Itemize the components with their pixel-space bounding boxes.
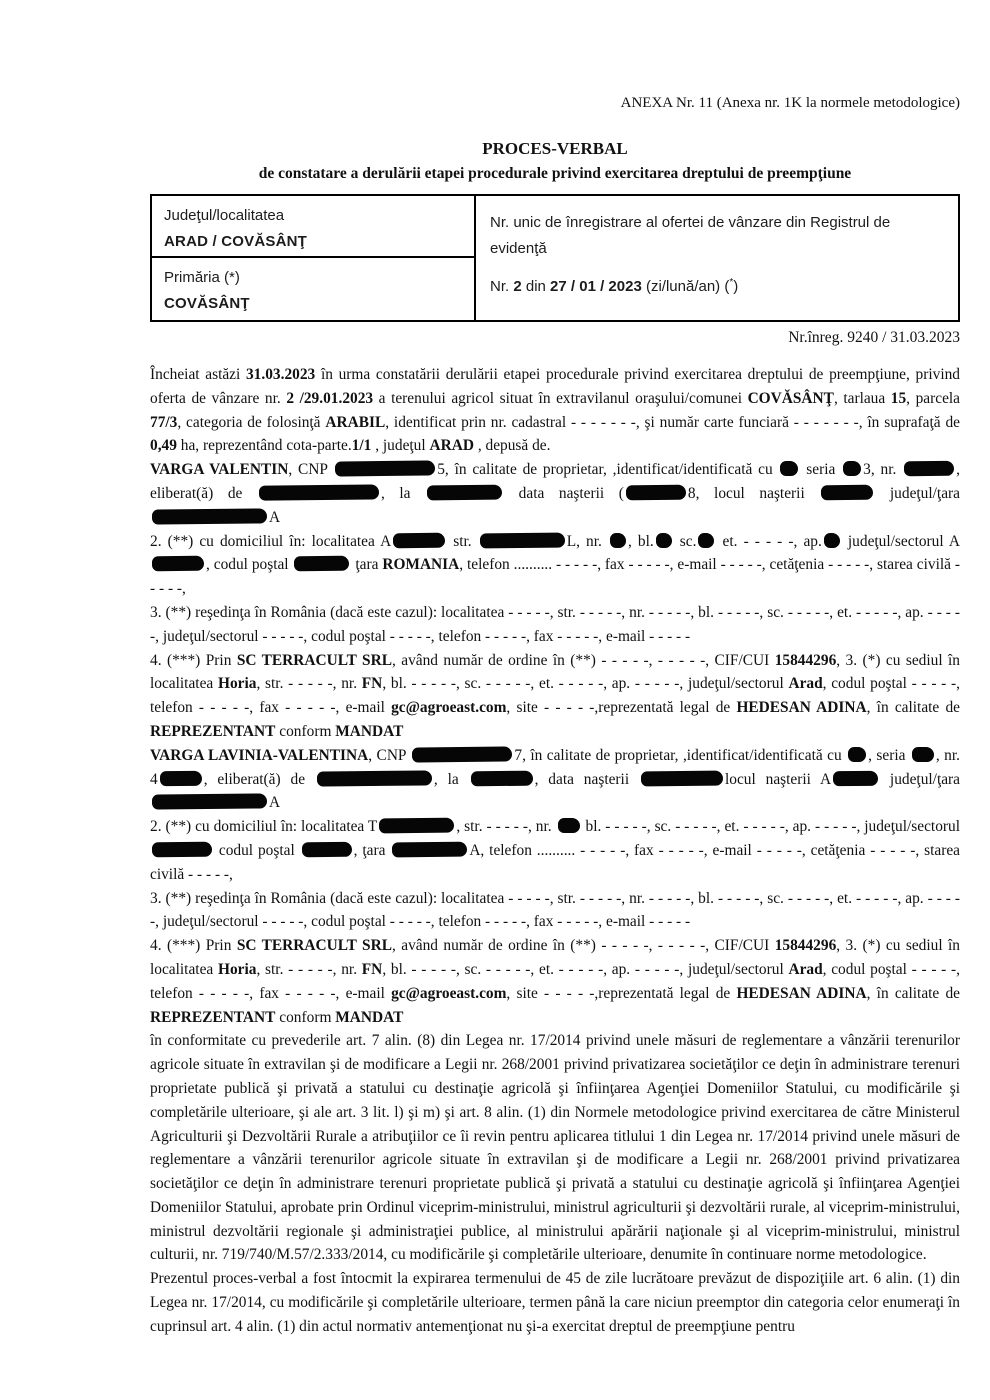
text-bold: MANDAT: [335, 1008, 404, 1026]
text-bold: REPREZENTANT: [150, 1008, 276, 1026]
text-run: sc.: [673, 532, 697, 550]
text-run: judeţul/ţara: [880, 770, 961, 788]
text-bold: HEDESAN ADINA: [736, 699, 867, 717]
redaction-bar: [412, 746, 512, 762]
redaction-bar: [471, 770, 533, 786]
text-run: , CNP: [288, 461, 334, 479]
redaction-bar: [843, 461, 861, 476]
paragraph-legal-basis: [150, 1029, 960, 1267]
text-run: , 3. (*) cu sediul în localitatea: [150, 651, 960, 693]
text-run: ha, reprezentând cota-parte.: [176, 437, 352, 455]
text-run: , eliberat(ă) de: [203, 770, 315, 788]
text-run: , având număr de ordine în (**) - - - - -, - - - - -, CIF/CUI: [391, 937, 775, 955]
text-run: L, nr.: [566, 532, 608, 550]
redaction-bar: [480, 532, 565, 548]
paragraph-domiciliu-1: [150, 530, 960, 601]
text-bold: Arad: [788, 960, 823, 978]
text-bold: 0,49: [150, 437, 177, 455]
text-run: seria: [800, 461, 842, 479]
text-run: , la: [380, 484, 426, 502]
text-bold: 1/1: [351, 437, 372, 455]
document-title: PROCES-VERBAL: [482, 139, 628, 158]
redaction-bar: [335, 461, 435, 477]
text-run: 3. (**) reşedinţa în România (dacă este cazul): localitatea - - - - -, str. - - - - -, nr. - - - - -, bl. - - - - -, sc. - - - - -, et. - - - - -, ap. - - - - -, judeţul/sectorul - - - - -, codul poştal - - - - -, telefon - - - - -, fax - - - - -, e-mail - - - - -: [150, 889, 960, 931]
text-run: 8, locul naşterii: [687, 484, 820, 502]
text-run: ): [733, 278, 739, 295]
text-bold: 15: [890, 389, 907, 407]
text-run: , la: [433, 770, 469, 788]
text-run: , data naşterii: [534, 770, 639, 788]
text-run: în conformitate cu prevederile art. 7 alin. (8) din Legea nr. 17/2014 privind unele măsuri de reglementare a vânzării terenurilor agricole situate în extravilan şi de modificare a Legii nr. 268/2001 privind privatizarea societăţilor ce deţin în administrare terenuri proprietate publică şi privată a statului cu destinaţie agricolă şi înfiinţarea Agenţiei Domeniilor Statului, cu modificările şi completările ulterioare, şi ale art. 3 lit. l) şi m) şi art. 8 alin. (1) din Normele metodologice privind exercitarea de către Ministerul Agriculturii şi Dezvoltării Rurale a atribuţiilor ce îi revin pentru aplicarea titlului 1 din Legea nr. 17/2014 privind unele măsuri de reglementare a vânzării terenurilor agricole situate în extravilan şi de modificare a Legii nr. 268/2001 privind privatizarea societăţilor ce deţin în administrare terenuri proprietate publică şi privată a statului cu destinaţie agricolă şi înfiinţarea Agenţiei Domeniilor Statului, aprobate prin Ordinul viceprim-ministrului, ministrul agriculturii şi dezvoltării rurale, al viceprim-ministrului, ministrul dezvoltării regionale şi administraţiei publice, al ministrului apărării naţionale şi al viceprim-ministrului, ministrul culturii, nr. 719/740/M.57/2.333/2014, cu modificările şi completările ulterioare, denumite în continuare norme metodologice.: [150, 1032, 960, 1264]
cell-registration-number: [474, 196, 958, 320]
text-bold: 15844296: [774, 937, 837, 955]
text-run: , bl. - - - - -, sc. - - - - -, et. - - - - -, ap. - - - - -, judeţul/sectorul: [382, 675, 789, 693]
text-run: , str. - - - - -, nr.: [456, 818, 556, 836]
text-run: , categoria de folosinţă: [177, 413, 326, 431]
text-bold: 31.03.2023: [245, 366, 316, 383]
text-run: str.: [447, 532, 478, 550]
document-body: [150, 363, 960, 1339]
redaction-bar: [780, 461, 798, 476]
redaction-bar: [160, 770, 202, 785]
redaction-bar: [557, 818, 579, 833]
redaction-bar: [833, 770, 878, 785]
text-run: 2. (**) cu domiciliul în: localitatea T: [150, 818, 378, 836]
text-run: , seria: [868, 746, 910, 764]
text-bold: 77/3: [150, 413, 178, 431]
text-bold: Horia: [217, 675, 257, 693]
text-run: , site - - - - -,reprezentată legal de: [506, 984, 737, 1002]
text-run: , parcela: [906, 389, 961, 407]
text-run: 3. (**) reşedinţa în România (dacă este cazul): localitatea - - - - -, str. - - - - -, nr. - - - - -, bl. - - - - -, sc. - - - - -, et. - - - - -, ap. - - - - -, judeţul/sectorul - - - - -, codul poştal - - - - -, telefon - - - - -, fax - - - - -, e-mail - - - - -: [150, 603, 960, 645]
text-run: , str. - - - - -, nr.: [256, 960, 362, 978]
document-subtitle: de constatare a derulării etapei procedurale privind exercitarea dreptului de preempţiune: [258, 165, 852, 182]
text-bold: 2 /29.01.2023: [286, 389, 374, 407]
redaction-bar: [152, 556, 204, 572]
text-run: bl. - - - - -, sc. - - - - -, et. - - - - -, ap. - - - - -, judeţul/sectorul: [581, 818, 960, 836]
text-bold: COVĂSÂNŢ: [747, 389, 834, 407]
text-bold: SC TERRACULT SRL: [236, 651, 392, 669]
paragraph-seller-2: [150, 744, 960, 815]
text-bold: REPREZENTANT: [150, 722, 276, 740]
text-run: , bl. - - - - -, sc. - - - - -, et. - - - - -, ap. - - - - -, judeţul/sectorul: [382, 960, 789, 978]
redaction-bar: [379, 818, 454, 834]
text-run: , în calitate de: [866, 699, 960, 717]
redaction-bar: [626, 485, 686, 501]
text-bold: gc@agroeast.com: [391, 984, 507, 1002]
text-run: , având număr de ordine în (**) - - - - -, - - - - -, CIF/CUI: [391, 651, 775, 669]
redaction-bar: [848, 747, 866, 762]
text-run: (zi/lună/an) (: [641, 278, 730, 295]
paragraph-incheiat: [150, 363, 960, 458]
text-bold: 15844296: [774, 651, 837, 669]
paragraph-imputernicit-1: [150, 649, 960, 744]
text-run: , eliberat(ă) de: [150, 461, 960, 502]
cell-primaria: [152, 258, 474, 320]
text-run: 7, în calitate de proprietar, ,identificat/identificată cu: [514, 746, 847, 764]
redaction-bar: [294, 556, 349, 572]
text-run: ţara: [351, 556, 383, 574]
paragraph-resedinta-1: [150, 601, 960, 649]
redaction-bar: [610, 532, 626, 547]
text-run: din: [521, 278, 551, 295]
text-run: judeţul/ţara: [875, 484, 960, 502]
text-run: A: [269, 508, 281, 526]
text-run: , codul poştal - - - - -, telefon - - - - -, fax - - - - -, e-mail: [150, 675, 961, 717]
text-bold: MANDAT: [335, 722, 404, 740]
redaction-bar: [904, 461, 954, 477]
text-run: , judeţul: [371, 437, 430, 455]
redaction-bar: [427, 485, 502, 501]
registration-number-label: Nr. unic de înregistrare al ofertei de vânzare din Registrul de evidenţă: [490, 214, 891, 257]
text-run: , identificat prin nr. cadastral - - - - - - -, şi număr carte funciară - - - - - - -, în suprafaţă de: [385, 413, 960, 431]
cell-judet: [152, 196, 474, 258]
redaction-bar: [698, 532, 714, 547]
annexa-note: ANEXA Nr. 11 (Anexa nr. 1K la normele metodologice): [620, 95, 960, 111]
text-bold: 27 / 01 / 2023: [550, 278, 642, 295]
redaction-bar: [152, 794, 267, 810]
text-run: , telefon .......... - - - - -, fax - - - - -, e-mail - - - - -, cetăţenia - - - - -, starea civilă - - - - -,: [150, 556, 960, 598]
text-bold: Horia: [217, 960, 257, 978]
text-bold: 2: [513, 278, 522, 295]
paragraph-conclusion: [150, 1267, 960, 1338]
text-bold: HEDESAN ADINA: [736, 984, 867, 1002]
paragraph-seller-1: [150, 458, 960, 529]
text-bold: Arad: [788, 675, 823, 693]
text-bold: VARGA VALENTIN: [150, 461, 289, 479]
judet-value: ARAD / COVĂSÂNŢ: [164, 233, 308, 250]
paragraph-resedinta-2: [150, 887, 960, 935]
paragraph-imputernicit-2: [150, 934, 960, 1029]
text-run: judeţul/sectorul A: [841, 532, 960, 550]
text-run: , site - - - - -,reprezentată legal de: [506, 699, 737, 717]
registration-number-value: [490, 270, 944, 300]
redaction-bar: [824, 532, 840, 547]
text-bold: FN: [361, 675, 383, 693]
text-run: 5, în calitate de proprietar, ,identificat/identificată cu: [437, 461, 779, 479]
text-run: 3, nr.: [863, 461, 903, 479]
text-bold: ROMANIA: [382, 556, 460, 574]
redaction-bar: [152, 508, 267, 524]
registration-table: [150, 194, 960, 322]
text-run: codul poştal: [214, 841, 300, 859]
text-run: , tarlaua: [833, 389, 891, 407]
text-run: A, telefon .......... - - - - -, fax - - - - -, e-mail - - - - -, cetăţenia - - - - -, starea civilă - - - - -,: [150, 841, 960, 883]
text-run: conform: [275, 1008, 336, 1026]
primaria-label: Primăria (*): [164, 269, 240, 286]
text-run: Prezentul proces-verbal a fost întocmit la expirarea termenului de 45 de zile lucrătoare prevăzut de dispoziţiile art. 6 alin. (1) din Legea nr. 17/2014, cu modificările şi completările ulterioare, termen până la care niciun preemptor din categoria celor enumeraţi în cuprinsul art. 4 alin. (1) din actul normativ antemenţionat nu şi-a exercitat dreptul de preempţiune pentru: [150, 1270, 960, 1335]
text-run: , ţara: [353, 841, 391, 859]
text-run: , str. - - - - -, nr.: [256, 675, 362, 693]
text-bold: ARAD: [429, 437, 474, 455]
text-run: , 3. (*) cu sediul în localitatea: [150, 937, 960, 978]
text-run: 4. (***) Prin: [150, 651, 237, 669]
text-bold: FN: [361, 960, 383, 978]
text-run: 2. (**) cu domiciliul în: localitatea A: [150, 532, 392, 550]
redaction-bar: [641, 770, 723, 786]
text-run: , bl.: [627, 532, 654, 550]
text-run: et. - - - - -, ap.: [716, 532, 822, 550]
redaction-bar: [821, 485, 873, 501]
judet-label: Judeţul/localitatea: [164, 207, 285, 224]
redaction-bar: [152, 842, 212, 858]
redaction-bar: [259, 484, 379, 500]
text-run: Încheiat astăzi: [150, 366, 246, 383]
text-run: a terenului agricol situat în extravilanul oraşului/comunei: [373, 389, 748, 407]
text-run: Nr.: [490, 278, 514, 295]
text-run: *: [729, 277, 734, 288]
text-run: conform: [275, 722, 336, 740]
text-run: , codul poştal: [206, 556, 293, 574]
text-bold: VARGA LAVINIA-VALENTINA: [150, 746, 369, 764]
text-run: în urma constatării derulării etapei procedurale privind exercitarea dreptului de preempţiune, privind oferta de vânzare nr.: [150, 366, 960, 407]
redaction-bar: [656, 532, 672, 547]
redaction-bar: [317, 770, 432, 786]
text-bold: SC TERRACULT SRL: [236, 937, 392, 955]
text-run: locul naşterii A: [724, 770, 832, 788]
primaria-value: COVĂSÂNŢ: [164, 295, 250, 312]
redaction-bar: [393, 532, 445, 548]
text-run: A: [269, 794, 281, 812]
text-run: , codul poştal - - - - -, telefon - - - - -, fax - - - - -, e-mail: [150, 960, 961, 1002]
text-run: , depusă de.: [473, 437, 551, 455]
text-run: , CNP: [368, 746, 411, 764]
text-run: , nr. 4: [150, 746, 960, 788]
redaction-bar: [302, 842, 352, 858]
registration-note: Nr.înreg. 9240 / 31.03.2023: [788, 329, 960, 346]
text-run: , în calitate de: [866, 984, 960, 1002]
redaction-bar: [392, 842, 467, 858]
text-bold: gc@agroeast.com: [391, 699, 507, 717]
paragraph-domiciliu-2: [150, 815, 960, 886]
text-run: data naşterii (: [504, 484, 624, 502]
redaction-bar: [912, 747, 934, 762]
text-bold: ARABIL: [325, 413, 386, 431]
text-run: 4. (***) Prin: [150, 937, 237, 955]
